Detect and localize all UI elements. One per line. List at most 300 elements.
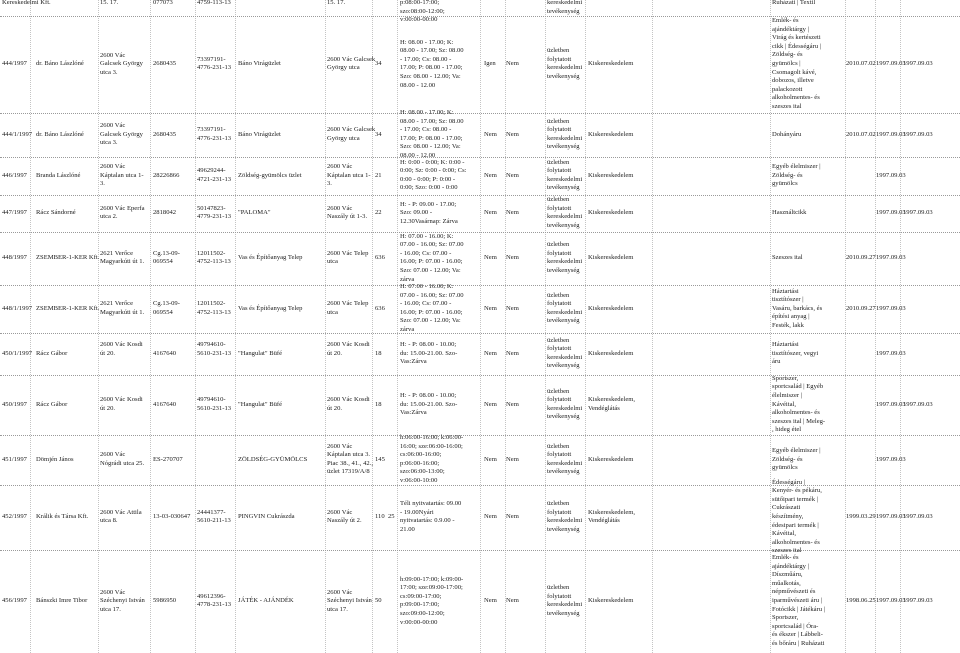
row-7-site-line: út 20. <box>327 349 343 357</box>
row-3-site-line: Káptalan utca 1- <box>327 171 371 179</box>
row-2-address <box>100 122 143 148</box>
row-8-site-line: 2600 Vác Kosdi <box>327 396 370 404</box>
row-10-id <box>2 513 27 522</box>
row-3-activity-line: tevékenység <box>547 184 580 192</box>
row-6-hours-line: H: 07.00 - 16.00; K: <box>400 283 454 291</box>
row-3-registration-line: 28226866 <box>153 171 180 179</box>
row-5-kind <box>588 254 633 263</box>
row-2-kind <box>588 131 633 140</box>
row-3-owner <box>36 172 81 181</box>
row-5-shop-name <box>238 254 302 263</box>
row-1-activity-line: folytatott <box>547 55 572 63</box>
row-2-hours <box>400 109 464 160</box>
row-9-shop-name-line: ZÖLDSÉG-GYÜMÖLCS <box>238 455 308 463</box>
row-1-date1 <box>846 60 876 69</box>
row-1-registration <box>153 60 176 69</box>
row-6-address-line: Magyarkúti út 1. <box>100 308 145 316</box>
row-7-area-line: 18 <box>375 349 382 357</box>
top-hours <box>400 0 445 25</box>
row-9-date2 <box>876 456 906 465</box>
row-9-activity-line: üzletben <box>547 442 570 450</box>
row-11-site-line: utca 17. <box>327 605 348 613</box>
row-1-goods-line: gyümölcs | <box>772 60 801 67</box>
row-3-shop-name-line: Zöldség-gyümölcs üzlet <box>238 171 302 179</box>
row-1-goods-line: Csomagolt kávé, <box>772 68 817 76</box>
row-7-teaor-line: 49794610- <box>197 341 226 349</box>
row-5-address-line: 2621 Verőce <box>100 249 134 257</box>
row-2-site-line: György utca <box>327 134 360 142</box>
top-owner <box>2 0 51 8</box>
row-11-id-line: 456/1997 <box>2 597 27 605</box>
row-10-id-line: 452/1997 <box>2 513 27 521</box>
row-6-hours-line: zárva <box>400 326 415 333</box>
row-6-date2 <box>876 305 906 314</box>
row-2-registration <box>153 131 176 140</box>
row-1-flag2-line: Nem <box>506 60 519 68</box>
row-1-kind-line: Kiskereskedelem <box>588 60 634 68</box>
row-10-date3 <box>903 513 933 522</box>
row-4-id-line: 447/1997 <box>2 209 27 217</box>
row-2-date1-line: 2010.07.02 <box>846 130 876 138</box>
row-7-address <box>100 341 143 358</box>
row-11-hours-line: cs:09:00-17:00; <box>400 592 442 600</box>
row-9-site-line: Piac 38., 41., 42., <box>327 459 373 467</box>
row-2-kind-line: Kiskereskedelem <box>588 130 634 138</box>
row-5-teaor-line: 12011502- <box>197 249 226 257</box>
row-3-id <box>2 172 27 181</box>
row-8-activity-line: üzletben <box>547 387 570 395</box>
row-11-kind <box>588 597 633 606</box>
row-1-goods-line: szeszes ital <box>772 102 802 110</box>
row-10-activity-line: folytatott <box>547 508 572 516</box>
row-8-owner <box>36 401 67 410</box>
row-5-registration-line: Cg.13-09- <box>153 249 180 257</box>
row-9-flag1-line: Nem <box>484 455 497 463</box>
row-10-date1-line: 1999.03.29 <box>846 513 876 521</box>
row-5-flag2-line: Nem <box>506 254 519 262</box>
row-7-date2-line: 1997.09.03 <box>876 349 906 357</box>
row-11-goods-line: és bőráru | Ruházati <box>772 639 825 647</box>
row-2-flag2-line: Nem <box>506 130 519 138</box>
row-2-hours-line: - 17.00; Cs: 08.00 - <box>400 126 452 134</box>
row-7-registration-line: 4167640 <box>153 349 177 357</box>
row-5-owner <box>36 254 99 263</box>
row-6-flag1-line: Nem <box>484 304 497 312</box>
row-6-owner <box>36 305 99 314</box>
row-11-shop-name-line: JÁTÉK - AJÁNDÉK <box>238 597 294 605</box>
row-11-registration <box>153 597 176 606</box>
row-9-goods-line: Egyéb élelmiszer | <box>772 447 821 455</box>
row-10-activity <box>547 500 582 534</box>
row-6-registration-line: Cg.13-09- <box>153 300 180 308</box>
row-1-date2 <box>876 60 906 69</box>
row-10-site <box>327 509 362 526</box>
column-divider <box>545 0 546 653</box>
row-10-activity-line: kereskedelmi <box>547 517 583 525</box>
row-5-activity-line: kereskedelmi <box>547 258 583 266</box>
row-6-address-line: 2621 Verőce <box>100 300 134 308</box>
row-11-date2-line: 1997.09.03 <box>876 597 906 605</box>
row-8-registration-line: 4167640 <box>153 400 177 408</box>
row-10-flag1 <box>484 513 497 522</box>
row-7-goods-line: tisztítószer, vegyi <box>772 349 819 357</box>
row-8-flag2-line: Nem <box>506 400 519 408</box>
row-7-teaor <box>197 341 231 358</box>
row-2-date1 <box>846 131 876 140</box>
row-8-shop-name-line: "Hangulat" Büfé <box>238 400 283 408</box>
row-5-shop-name-line: Vas és Építőanyag Telep <box>238 254 303 262</box>
row-6-hours-line: 07.00 - 16.00; Sz: 07.00 <box>400 291 464 299</box>
row-2-activity <box>547 118 582 152</box>
row-10-area <box>375 513 385 522</box>
row-11-date3 <box>903 597 933 606</box>
row-4-teaor-line: 50147823- <box>197 204 226 212</box>
row-8-goods-line: Kávéital, <box>772 400 796 408</box>
row-10-hours-line: 21.00 <box>400 525 415 533</box>
row-1-site <box>327 56 375 73</box>
row-2-date3 <box>903 131 933 140</box>
row-11-goods-line: ajándéktárgy | <box>772 562 809 570</box>
top-teaor <box>197 0 231 8</box>
row-7-goods <box>772 341 818 367</box>
row-1-goods-line: palackozott <box>772 85 803 93</box>
row-2-address-line: Galcsek György <box>100 130 143 138</box>
row-3-activity <box>547 159 582 193</box>
row-10-date3-line: 1997.09.03 <box>903 513 933 521</box>
row-7-activity-line: kereskedelmi <box>547 353 583 361</box>
row-10-date2-line: 1997.09.03 <box>876 513 906 521</box>
row-3-kind-line: Kiskereskedelem <box>588 171 634 179</box>
row-5-date2 <box>876 254 906 263</box>
row-8-hours <box>400 392 457 418</box>
row-10-shop-name <box>238 513 295 522</box>
row-5-address <box>100 250 144 267</box>
row-9-hours-line: v:06:00-10:00 <box>400 477 438 484</box>
row-2-area <box>375 131 382 140</box>
row-5-site-line: 2600 Vác Telep <box>327 249 369 257</box>
row-11-address-line: utca 17. <box>100 605 121 613</box>
row-7-shop-name-line: "Hangulat" Büfé <box>238 349 283 357</box>
row-7-hours-line: Vas:Zárva <box>400 358 427 366</box>
top-hours-line: v:00:00-00:00 <box>400 16 438 24</box>
row-5-hours-line: zárva <box>400 275 415 283</box>
row-3-goods-line: Zöldség- és <box>772 171 803 179</box>
row-6-area <box>375 305 385 314</box>
row-7-activity <box>547 337 582 371</box>
row-3-site-line: 3. <box>327 180 332 188</box>
row-6-date1 <box>846 305 876 314</box>
row-4-activity-line: kereskedelmi <box>547 213 583 221</box>
row-2-hours-line: H: 08.00 - 17.00; K: <box>400 109 454 117</box>
row-6-activity-line: folytatott <box>547 300 572 308</box>
row-11-activity-line: kereskedelmi <box>547 601 583 609</box>
row-8-hours-line: Vas:Zárva <box>400 409 427 417</box>
row-5-hours-line: - 16.00; Cs: 07.00 - <box>400 249 452 257</box>
row-5-teaor-line: 4752-113-13 <box>197 258 231 266</box>
row-2-activity-line: folytatott <box>547 126 572 134</box>
row-1-goods-line: ajándéktárgy | <box>772 25 809 33</box>
row-6-hours-line: - 16.00; Cs: 07.00 - <box>400 300 452 308</box>
row-4-date2 <box>876 209 906 218</box>
row-1-flag1-line: Igen <box>484 60 496 68</box>
row-2-address-line: utca 3. <box>100 139 118 147</box>
row-5-flag2 <box>506 254 519 263</box>
row-6-site <box>327 300 368 317</box>
row-1-flag1 <box>484 60 496 69</box>
row-10-goods-line: Kávéital, <box>772 530 796 538</box>
row-11-hours-line: 17:00; sze:09:00-17:00; <box>400 584 463 592</box>
row-4-date3-line: 1997.09.03 <box>903 209 933 217</box>
row-1-hours <box>400 39 464 90</box>
row-1-teaor-line: 73397191- <box>197 55 226 63</box>
row-10-registration <box>153 513 190 522</box>
row-3-flag1 <box>484 172 497 181</box>
row-5-site <box>327 250 368 267</box>
row-1-date2-line: 1997.09.03 <box>876 60 906 68</box>
row-1-site-line: György utca <box>327 64 360 72</box>
row-1-address <box>100 52 143 78</box>
row-9-kind <box>588 456 633 465</box>
row-11-area-line: 50 <box>375 597 382 605</box>
row-4-teaor <box>197 205 231 222</box>
row-2-goods-line: Dohányáru <box>772 130 802 138</box>
column-divider <box>397 0 398 653</box>
column-divider <box>325 0 326 653</box>
row-3-hours <box>400 159 467 193</box>
row-9-address <box>100 451 144 468</box>
row-5-date1-line: 2010.09.27 <box>846 254 876 262</box>
row-7-id-line: 450/1/1997 <box>2 349 33 357</box>
row-10-owner-line: Králik és Társa Kft. <box>36 513 89 521</box>
top-goods-line: Ruházati | Textil <box>772 0 816 6</box>
row-11-teaor <box>197 593 231 610</box>
row-8-activity-line: folytatott <box>547 396 572 404</box>
row-5-hours-line: Szo: 07.00 - 12.00; Va: <box>400 266 461 274</box>
row-3-registration <box>153 172 179 181</box>
row-6-activity-line: üzletben <box>547 291 570 299</box>
column-divider <box>505 0 506 653</box>
row-5-hours-line: 07.00 - 16.00; Sz: 07.00 <box>400 241 464 249</box>
row-10-area-line: 110 <box>375 513 385 521</box>
row-11-site-line: Széchenyi István <box>327 597 372 605</box>
row-6-goods <box>772 288 822 331</box>
row-2-flag1 <box>484 131 497 140</box>
row-10-goods-line: alkoholmentes- és <box>772 538 820 546</box>
row-9-shop-name <box>238 456 307 465</box>
row-4-id <box>2 209 27 218</box>
row-1-goods-line: alkoholmentes- és <box>772 94 820 102</box>
column-divider <box>770 0 771 653</box>
row-1-kind <box>588 60 633 69</box>
row-1-hours-line: - 17.00; Cs: 08.00 - <box>400 55 452 63</box>
row-11-date1 <box>846 597 876 606</box>
row-6-flag2-line: Nem <box>506 304 519 312</box>
row-10-teaor <box>197 509 231 526</box>
row-8-owner-line: Rácz Gábor <box>36 400 68 408</box>
row-9-activity-line: tevékenység <box>547 468 580 476</box>
row-10-goods-line: készítmény, <box>772 513 804 521</box>
row-1-date3-line: 1997.09.03 <box>903 60 933 68</box>
row-4-shop-name <box>238 209 271 218</box>
row-divider <box>0 157 960 158</box>
row-11-site-line: 2600 Vác <box>327 588 353 596</box>
row-3-id-line: 446/1997 <box>2 171 27 179</box>
row-11-date2 <box>876 597 906 606</box>
row-10-goods-line: sütőipari termék | <box>772 495 818 503</box>
row-4-date2-line: 1997.09.03 <box>876 209 906 217</box>
row-6-hours-line: 16.00; P: 07.00 - 16.00; <box>400 308 463 316</box>
row-divider <box>0 333 960 334</box>
row-1-shop-name <box>238 60 281 69</box>
row-9-registration-line: ES-270707 <box>153 455 183 463</box>
column-divider <box>98 0 99 653</box>
row-2-shop-name-line: Báno Virágüzlet <box>238 130 281 138</box>
row-3-goods-line: Egyéb élelmiszer | <box>772 163 821 171</box>
row-3-goods-line: gyümölcs <box>772 180 798 188</box>
row-5-date2-line: 1997.09.03 <box>876 254 906 262</box>
row-4-owner <box>36 209 76 218</box>
row-8-teaor <box>197 396 231 413</box>
row-10-hours-line: - 19.00Nyári <box>400 508 434 516</box>
column-divider <box>900 0 901 653</box>
row-10-goods <box>772 479 822 556</box>
row-6-registration-line: 069554 <box>153 308 173 316</box>
row-4-hours-line: Szo: 09.00 - <box>400 209 433 217</box>
row-3-owner-line: Branda Lászlóné <box>36 171 81 179</box>
row-11-hours-line: h:09:00-17:00; k:09:00- <box>400 575 464 583</box>
row-5-address-line: Magyarkúti út 1. <box>100 258 145 266</box>
top-activity-line: tevékenység <box>547 7 580 15</box>
row-4-kind <box>588 209 633 218</box>
top-site <box>327 0 345 8</box>
row-10-hours-line: Téli nyitvatartás: 09.00 <box>400 500 462 508</box>
row-2-address-line: 2600 Vác <box>100 122 126 130</box>
column-divider <box>30 0 31 653</box>
row-3-hours-line: 0:00; Sz: 0:00 - 0:00; Cs: <box>400 167 467 175</box>
row-7-kind <box>588 350 633 359</box>
row-3-site-line: 2600 Vác <box>327 163 353 171</box>
row-4-site <box>327 205 367 222</box>
row-8-activity-line: tevékenység <box>547 413 580 421</box>
row-10-teaor-line: 24441377- <box>197 508 226 516</box>
row-10-registration-line: 13-03-030647 <box>153 513 191 521</box>
row-8-site <box>327 396 370 413</box>
row-8-address-line: út 20. <box>100 404 116 412</box>
column-divider <box>235 0 236 653</box>
row-3-date2 <box>876 172 906 181</box>
row-divider <box>0 195 960 196</box>
top-site-line: 15. 17. <box>327 0 346 6</box>
row-7-site <box>327 341 370 358</box>
row-10-kind-line: Kiskereskedelem, <box>588 508 636 516</box>
row-7-address-line: út 20. <box>100 349 116 357</box>
row-2-date2 <box>876 131 906 140</box>
row-10-goods-line: Kenyér- és pékáru, <box>772 487 822 495</box>
top-activity <box>547 0 582 16</box>
row-2-hours-line: 17.00; P: 08.00 - 17.00; <box>400 134 463 142</box>
row-6-kind-line: Kiskereskedelem <box>588 304 634 312</box>
row-9-hours <box>400 434 463 485</box>
row-11-goods-line: iparművészeti áru | <box>772 597 823 604</box>
row-6-date1-line: 2010.09.27 <box>846 304 876 312</box>
row-8-area <box>375 401 382 410</box>
row-6-registration <box>153 300 180 317</box>
row-2-flag2 <box>506 131 519 140</box>
row-6-hours-line: Szo: 07.00 - 12.00; Va: <box>400 317 461 325</box>
row-2-hours-line: Szo: 08.00 - 12.00; Va: <box>400 143 461 151</box>
row-11-owner-line: Bánszki Imre Tibor <box>36 597 88 605</box>
row-4-teaor-line: 4779-231-13 <box>197 213 232 221</box>
row-10-area2 <box>388 513 395 522</box>
row-2-activity-line: üzletben <box>547 117 570 125</box>
row-8-hours-line: H: - P: 08.00 - 10.00; <box>400 392 457 400</box>
row-4-goods <box>772 209 806 218</box>
row-3-address-line: 3. <box>100 180 105 188</box>
row-9-kind-line: Kiskereskedelem <box>588 455 634 463</box>
row-10-goods-line: szeszes ital <box>772 547 802 555</box>
row-3-hours-line: 0:00; Szo: 0:00 - 0:00 <box>400 184 458 192</box>
row-4-flag2 <box>506 209 519 218</box>
row-11-address-line: 2600 Vác <box>100 588 126 596</box>
row-11-hours <box>400 576 463 627</box>
row-8-goods <box>772 375 825 435</box>
row-3-area <box>375 172 382 181</box>
row-8-goods-line: szeszes ital | Meleg- <box>772 417 826 425</box>
row-4-flag2-line: Nem <box>506 209 519 217</box>
row-11-teaor-line: 49612396- <box>197 592 226 600</box>
row-10-goods-line: édesipari termék | <box>772 521 819 529</box>
row-5-hours <box>400 233 464 284</box>
row-11-date1-line: 1998.06.25 <box>846 597 876 605</box>
row-7-flag2 <box>506 350 519 359</box>
row-8-teaor-line: 49794610- <box>197 396 226 404</box>
column-divider <box>585 0 586 653</box>
row-5-id-line: 448/1997 <box>2 254 27 262</box>
top-reg <box>153 0 173 8</box>
row-10-site-line: Naszály út 2. <box>327 517 362 525</box>
row-6-goods-line: Vasáru, barkács, és <box>772 304 823 312</box>
row-7-site-line: 2600 Vác Kosdi <box>327 341 370 349</box>
row-8-id <box>2 401 27 410</box>
row-1-shop-name-line: Báno Virágüzlet <box>238 60 281 68</box>
row-1-hours-line: Szo: 08.00 - 12.00; Va: <box>400 72 461 80</box>
row-8-date2 <box>876 401 906 410</box>
row-5-activity-line: üzletben <box>547 241 570 249</box>
row-4-shop-name-line: "PALOMA" <box>238 209 271 217</box>
row-4-hours-line: H: - P: 09.00 - 17.00; <box>400 200 457 208</box>
row-7-hours-line: du: 15.00-21.00. Szo- <box>400 349 458 357</box>
row-11-hours-line: szo:09:00-12:00; <box>400 609 445 617</box>
row-11-flag1 <box>484 597 497 606</box>
row-5-flag1-line: Nem <box>484 254 497 262</box>
row-9-site <box>327 443 373 477</box>
row-11-goods-line: Sportszer, <box>772 614 799 622</box>
row-5-goods <box>772 254 803 263</box>
row-6-area-line: 636 <box>375 304 385 312</box>
row-10-kind-line: Vendéglátás <box>588 517 620 525</box>
row-8-date2-line: 1997.09.03 <box>876 400 906 408</box>
row-9-address-line: Nógrádi utca 25. <box>100 459 145 467</box>
row-8-goods-line: alkoholmentes- és <box>772 409 820 417</box>
row-4-activity-line: tevékenység <box>547 221 580 229</box>
column-divider <box>195 0 196 653</box>
row-7-hours-line: H: - P: 08.00 - 10.00; <box>400 341 457 349</box>
row-8-activity <box>547 388 582 422</box>
row-2-owner-line: dr. Báno Lászlóné <box>36 130 84 138</box>
row-5-id <box>2 254 27 263</box>
row-5-owner-line: ZSEMBER-1-KER Kft. <box>36 254 100 262</box>
row-1-date3 <box>903 60 933 69</box>
